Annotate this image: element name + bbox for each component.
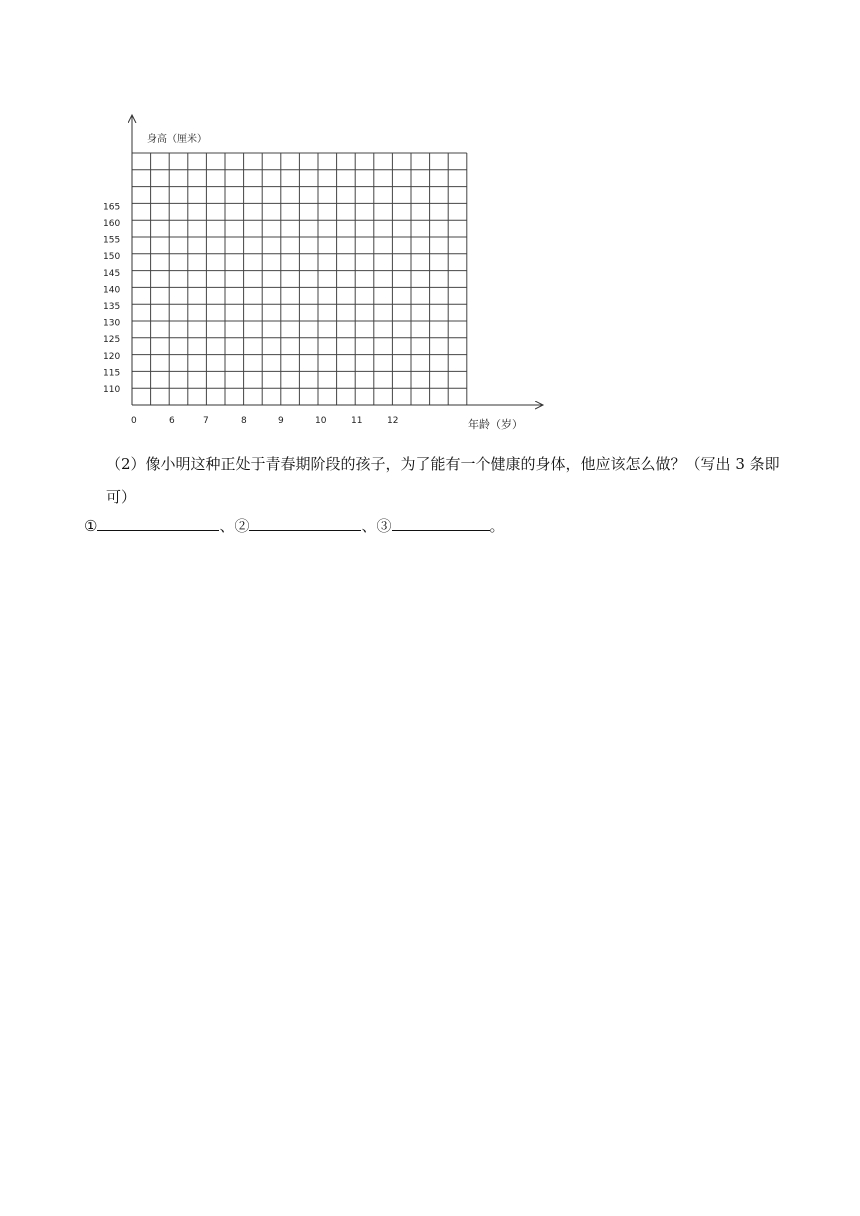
answer-ending: 。	[489, 517, 505, 535]
x-tick-label: 11	[351, 416, 363, 426]
y-tick-label: 135	[103, 302, 121, 312]
answer-separator-1: 、	[219, 517, 235, 535]
y-tick-label: 145	[103, 268, 121, 279]
answer-blank-3[interactable]	[392, 514, 490, 531]
x-axis-label: 年龄（岁）	[468, 418, 523, 431]
y-tick-label: 115	[103, 368, 121, 379]
grid-chart-svg	[95, 105, 555, 435]
y-tick-label: 120	[103, 351, 121, 362]
x-tick-label: 9	[278, 416, 284, 426]
answer-marker-1: ①	[84, 517, 98, 535]
y-tick-label: 160	[103, 219, 121, 229]
answer-separator-2: 、	[361, 517, 377, 535]
y-tick-label: 165	[103, 202, 121, 213]
answer-marker-2: ②	[234, 517, 250, 535]
grid-lines	[132, 153, 467, 405]
x-tick-label: 8	[241, 416, 247, 426]
x-tick-label: 0	[131, 416, 137, 426]
question-text: （2）像小明这种正处于青春期阶段的孩子，为了能有一个健康的身体，他应该怎么做？（写出 3 条即可）	[106, 455, 780, 506]
y-tick-label: 140	[103, 285, 121, 296]
x-tick-labels	[131, 416, 398, 426]
y-tick-label: 125	[103, 335, 121, 346]
answer-line	[84, 514, 505, 538]
height-age-chart	[95, 105, 555, 435]
y-tick-labels	[103, 202, 120, 395]
x-tick-label: 12	[387, 416, 399, 426]
answer-marker-3: ③	[376, 517, 392, 535]
answer-blank-1[interactable]	[97, 514, 219, 531]
x-tick-label: 10	[315, 416, 327, 426]
y-tick-label: 110	[103, 385, 121, 395]
y-tick-label: 155	[103, 235, 121, 246]
y-tick-label: 150	[103, 252, 121, 263]
answer-blank-2[interactable]	[249, 514, 361, 531]
y-tick-label: 130	[103, 318, 121, 329]
x-tick-label: 6	[169, 416, 175, 426]
y-axis-label: 身高（厘米）	[147, 134, 207, 145]
x-tick-label: 7	[203, 416, 209, 426]
